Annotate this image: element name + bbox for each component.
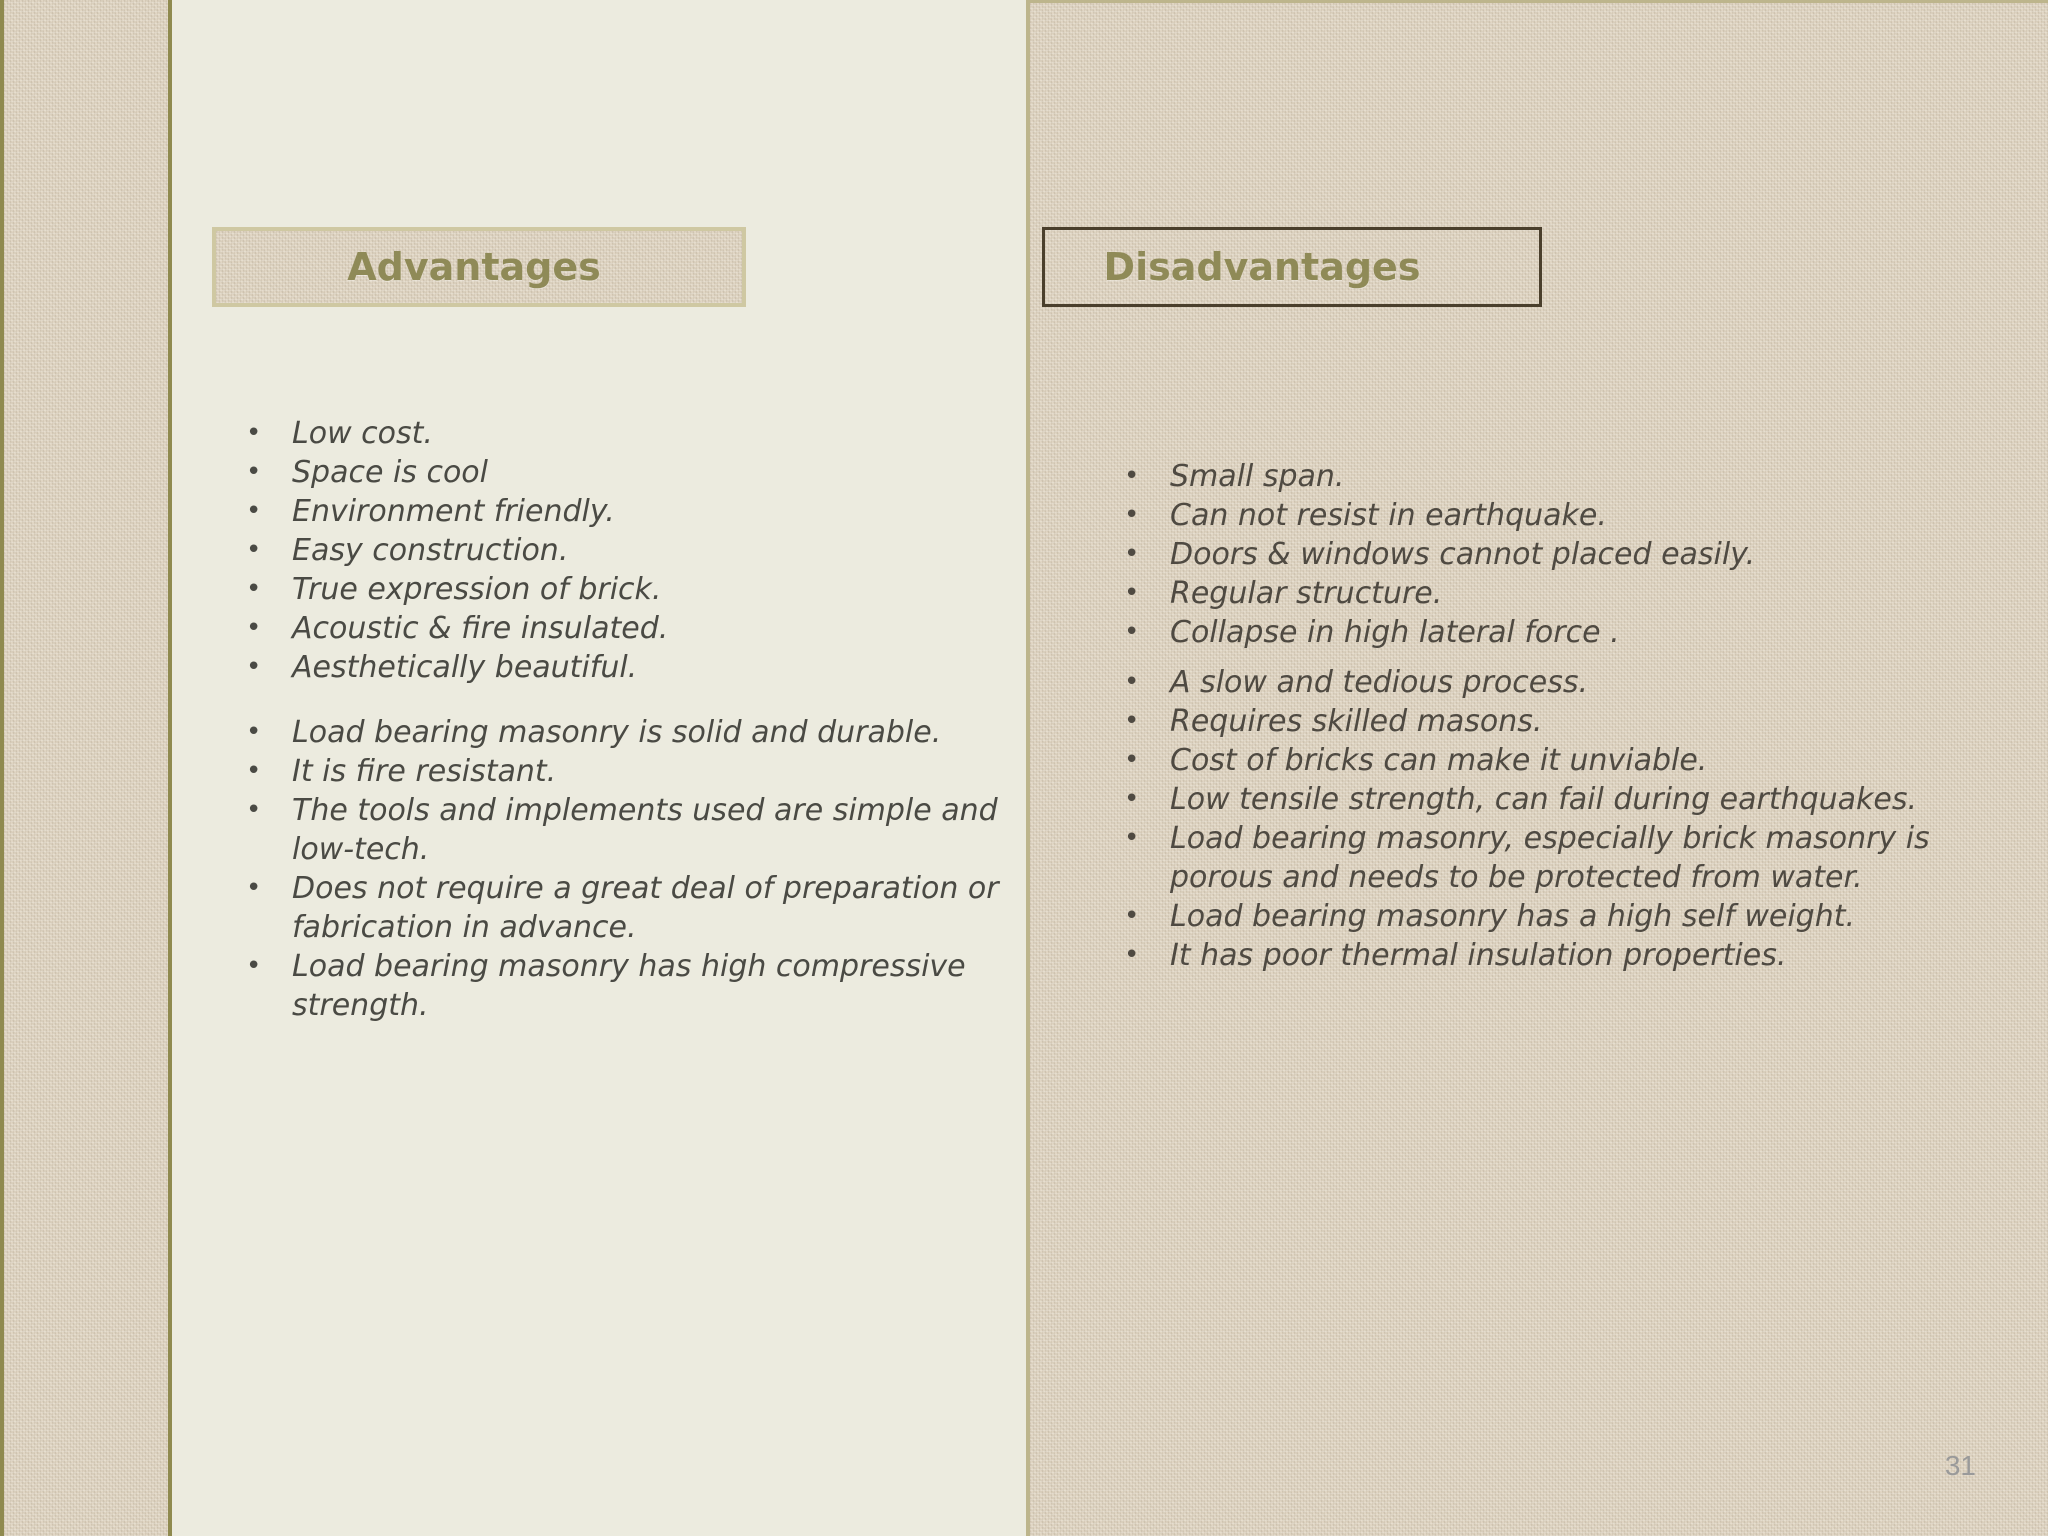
list-item: • Low tensile strength, can fail during earthquakes.: [1108, 780, 2028, 819]
list-item: • Space is cool: [230, 453, 1020, 492]
list-item: • The tools and implements used are simple and low-tech.: [230, 791, 1020, 869]
list-item: • Environment friendly.: [230, 492, 1020, 531]
list-item: • Small span.: [1108, 457, 2028, 496]
list-item: • Does not require a great deal of preparation or fabrication in advance.: [230, 869, 1020, 947]
left-decorative-strip: [0, 0, 172, 1536]
disadvantages-header-label: Disadvantages: [1103, 245, 1421, 289]
list-item: • Doors & windows cannot placed easily.: [1108, 535, 2028, 574]
list-item: • A slow and tedious process.: [1108, 663, 2028, 702]
list-item: • Easy construction.: [230, 531, 1020, 570]
disadvantages-header: [1042, 227, 1542, 307]
list-item: • Aesthetically beautiful.: [230, 648, 1020, 687]
list-item: • Load bearing masonry has a high self weight.: [1108, 897, 2028, 936]
advantages-header: [212, 227, 746, 307]
list-item: • Load bearing masonry is solid and durable.: [230, 713, 1020, 752]
disadvantages-list-2: [1108, 663, 2028, 975]
list-item: • It has poor thermal insulation properties.: [1108, 936, 2028, 975]
list-item: • True expression of brick.: [230, 570, 1020, 609]
page-number: 31: [1944, 1450, 1976, 1481]
advantages-list-2: [230, 713, 1020, 1025]
advantages-list-1: [230, 414, 1020, 687]
list-item: • Requires skilled masons.: [1108, 702, 2028, 741]
list-item: • Collapse in high lateral force .: [1108, 613, 2028, 652]
list-item: • Can not resist in earthquake.: [1108, 496, 2028, 535]
list-item: • Low cost.: [230, 414, 1020, 453]
list-item: • Acoustic & fire insulated.: [230, 609, 1020, 648]
list-item: • Cost of bricks can make it unviable.: [1108, 741, 2028, 780]
list-item: • Load bearing masonry, especially brick masonry is porous and needs to be protected from water.: [1108, 819, 2028, 897]
list-item: • Regular structure.: [1108, 574, 2028, 613]
list-item: • Load bearing masonry has high compressive strength.: [230, 947, 1020, 1025]
disadvantages-list-1: [1108, 457, 2028, 652]
list-item: • It is fire resistant.: [230, 752, 1020, 791]
advantages-header-label: Advantages: [347, 245, 601, 289]
